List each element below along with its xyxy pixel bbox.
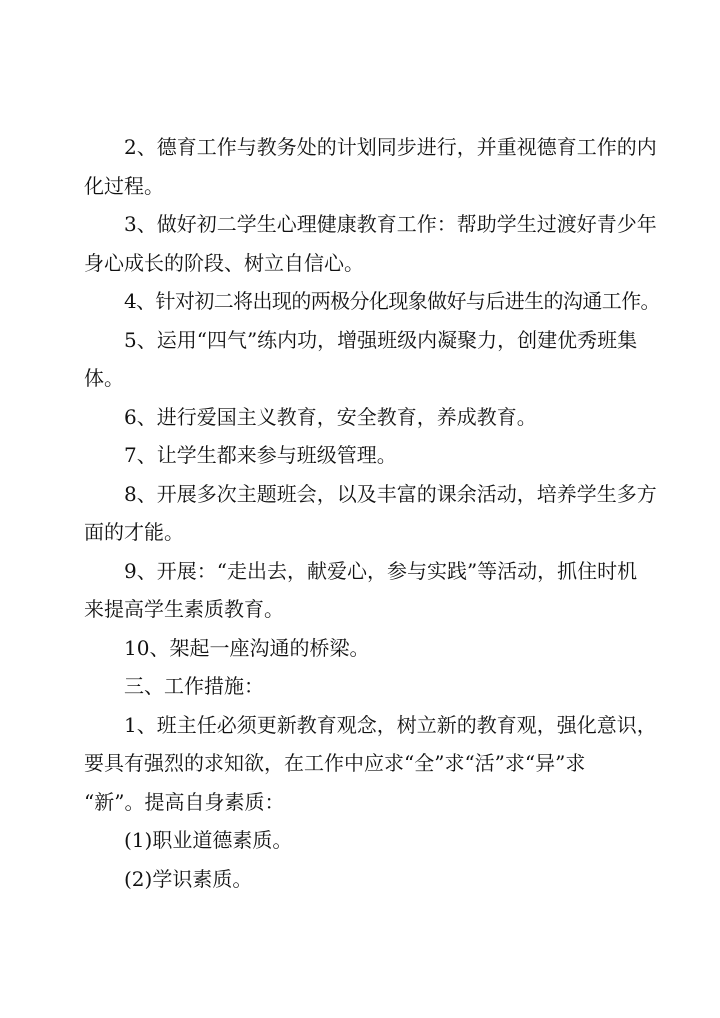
paragraph-item-9: [84, 552, 646, 629]
paragraph-line: 6、进行爱国主义教育，安全教育，养成教育。: [124, 404, 537, 429]
paragraph-line: 1、班主任必须更新教育观念，树立新的教育观，强化意识，: [124, 712, 657, 737]
paragraph-line: (1)职业道德素质。: [124, 828, 293, 852]
paragraph-item-7: [84, 436, 646, 475]
section-heading: [84, 667, 646, 706]
paragraph-item-2: [84, 128, 657, 205]
paragraph-line: 2、德育工作与教务处的计划同步进行，并重视德育工作的内: [124, 135, 657, 159]
paragraph-measure-1: [84, 706, 657, 822]
paragraph-line: 要具有强烈的求知欲，在工作中应求“全”求“活”求“异”求: [84, 751, 586, 775]
paragraph-line: 身心成长的阶段、树立自信心。: [84, 250, 364, 275]
paragraph-line: 化过程。: [84, 173, 164, 198]
paragraph-line: 来提高学生素质教育。: [84, 597, 284, 621]
paragraph-item-8: [84, 475, 657, 552]
section-heading-text: 三、工作措施：: [124, 674, 264, 698]
paragraph-subitem-1: [84, 821, 646, 860]
document-body: [84, 128, 660, 898]
paragraph-line: 体。: [84, 366, 124, 390]
paragraph-line: 10、架起一座沟通的桥梁。: [124, 635, 370, 660]
paragraph-item-6: [84, 398, 646, 437]
paragraph-item-5: [84, 321, 646, 398]
paragraph-line: 3、做好初二学生心理健康教育工作：帮助学生过渡好青少年: [124, 212, 657, 236]
paragraph-line: 8、开展多次主题班会，以及丰富的课余活动，培养学生多方: [124, 481, 657, 506]
paragraph-line: 4、针对初二将出现的两极分化现象做好与后进生的沟通工作。: [124, 289, 660, 313]
paragraph-subitem-2: [84, 860, 646, 899]
paragraph-line: 9、开展：“走出去，献爱心，参与实践”等活动，抓住时机: [124, 558, 638, 583]
paragraph-item-3: [84, 205, 657, 282]
paragraph-line: (2)学识素质。: [124, 866, 253, 891]
paragraph-line: “新”。提高自身素质：: [84, 789, 285, 814]
paragraph-line: 5、运用“四气”练内功，增强班级内凝聚力，创建优秀班集: [124, 327, 638, 352]
paragraph-item-4: [84, 282, 660, 321]
paragraph-item-10: [84, 629, 646, 668]
paragraph-line: 面的才能。: [84, 520, 184, 544]
paragraph-line: 7、让学生都来参与班级管理。: [124, 443, 397, 467]
